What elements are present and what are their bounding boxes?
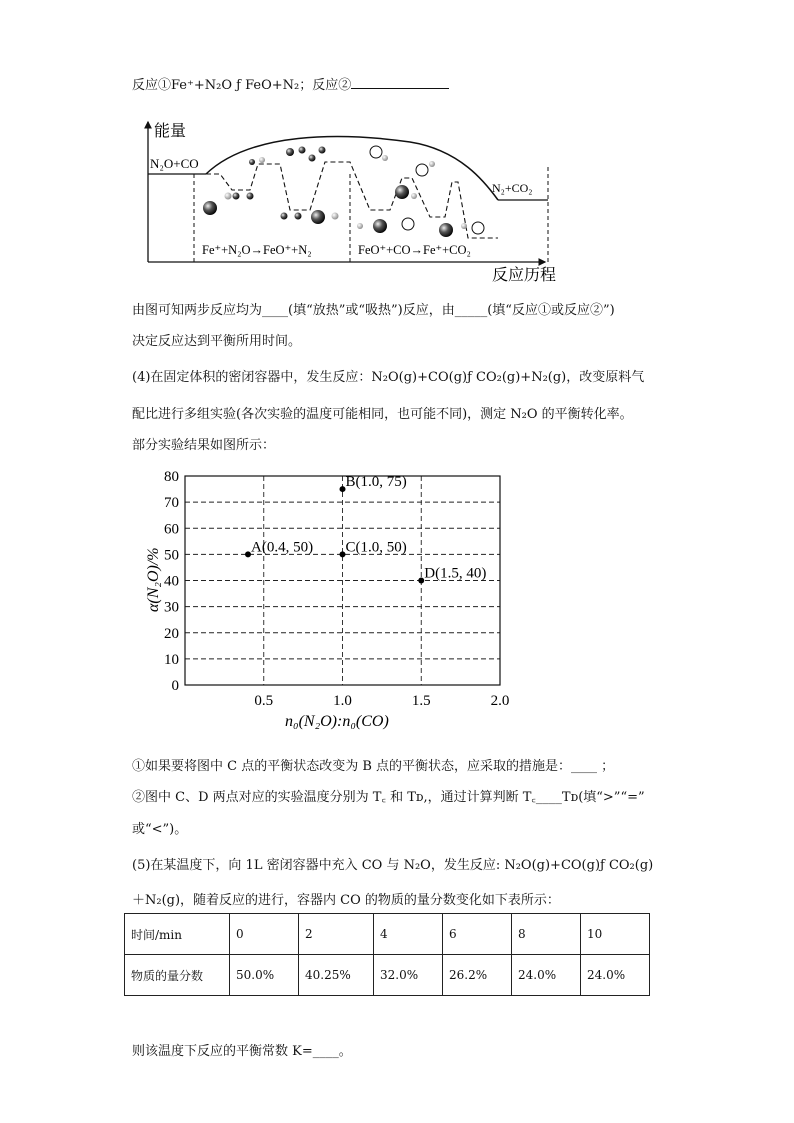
y-tick-label: 50 — [164, 547, 179, 564]
table-cell: 40.25% — [299, 955, 374, 996]
table-cell: 24.0% — [512, 955, 581, 996]
data-point-label: A(0.4, 50) — [251, 539, 314, 556]
header-text: 反应①Fe⁺+N₂O ƒ FeO+N₂；反应② — [132, 78, 352, 93]
x-tick-label: 2.0 — [490, 693, 510, 709]
q4-line-3: 部分实验结果如图所示： — [132, 438, 276, 453]
y-tick-label: 30 — [164, 599, 179, 616]
q4-line-1: (4)在固定体积的密闭容器中，发生反应：N₂O(g)+CO(g)ƒ CO₂(g)+N₂(g)，改变原料气 — [132, 370, 645, 385]
reactant-level-label: N₂O+CO — [150, 156, 199, 171]
table-cell: 6 — [443, 914, 512, 955]
chart-x-label: n₀(N₂O):n₀(CO) — [285, 713, 389, 730]
table-cell: 4 — [374, 914, 443, 955]
table-row — [125, 955, 650, 996]
q3-line-2: 决定反应达到平衡所用时间。 — [132, 334, 302, 349]
product-level-label: N₂+CO₂ — [492, 181, 533, 195]
q4-sub-line-2: ②图中 C、D 两点对应的实验温度分别为 T꜀ 和 Tᴅ,，通过计算判断 T꜀____Tᴅ(填“>”“=” — [132, 790, 645, 805]
answer-blank — [351, 76, 449, 89]
y-tick-label: 0 — [171, 678, 179, 694]
y-tick-label: 40 — [164, 573, 179, 590]
table-cell: 26.2% — [443, 955, 512, 996]
q5-line-1: (5)在某温度下，向 1L 密闭容器中充入 CO 与 N₂O，发生反应: N₂O(g)+CO(g)ƒ CO₂(g) — [132, 858, 654, 873]
q5-line-2: ＋N₂(g)，随着反应的进行，容器内 CO 的物质的量分数变化如下表所示： — [132, 893, 560, 908]
y-tick-label: 70 — [164, 495, 179, 512]
table-cell: 50.0% — [230, 955, 299, 996]
data-point-label: B(1.0, 75) — [345, 474, 407, 491]
catalyzed-path — [206, 162, 498, 238]
co-fraction-table — [124, 913, 650, 996]
conversion-chart — [140, 462, 520, 734]
x-tick-label: 0.5 — [254, 693, 274, 709]
q4-line-2: 配比进行多组实验(各次实验的温度可能相同，也可能不同)，测定 N₂O 的平衡转化率。 — [132, 407, 633, 422]
table-cell: 0 — [230, 914, 299, 955]
q4-sub-line-3: 或“<”)。 — [132, 822, 188, 837]
x-tick-label: 1.0 — [333, 693, 352, 709]
q4-sub-line-1: ①如果要将图中 C 点的平衡状态改变为 B 点的平衡状态，应采取的措施是：____ ； — [132, 759, 615, 774]
step1-label: Fe⁺+N₂O→FeO⁺+N₂ — [202, 243, 312, 257]
data-point-label: D(1.5, 40) — [424, 565, 487, 582]
final-line: 则该温度下反应的平衡常数 K=____。 — [132, 1044, 352, 1059]
header-line — [132, 74, 449, 93]
y-tick-label: 20 — [164, 625, 179, 642]
chart-y-label: α(N₂O)/% — [145, 547, 162, 612]
y-tick-label: 10 — [164, 651, 179, 668]
energy-y-label: 能量 — [154, 123, 187, 140]
data-point-label: C(1.0, 50) — [345, 539, 407, 556]
energy-diagram — [140, 112, 580, 287]
table-cell: 24.0% — [581, 955, 650, 996]
x-tick-label: 1.5 — [411, 693, 431, 709]
y-tick-label: 60 — [164, 521, 179, 538]
y-tick-label: 80 — [164, 469, 179, 485]
table-header-cell: 物质的量分数 — [125, 955, 230, 996]
step2-label: FeO⁺+CO→Fe⁺+CO₂ — [358, 243, 471, 257]
molecule-illustrations — [203, 146, 484, 237]
table-cell: 32.0% — [374, 955, 443, 996]
table-cell: 2 — [299, 914, 374, 955]
table-header-cell: 时间/min — [125, 914, 230, 955]
q3-line-1: 由图可知两步反应均为____(填“放热”或“吸热”)反应，由_____(填“反应①或反应②”) — [132, 303, 615, 318]
table-cell: 8 — [512, 914, 581, 955]
table-cell: 10 — [581, 914, 650, 955]
energy-x-label: 反应历程 — [492, 267, 557, 284]
table-row — [125, 914, 650, 955]
